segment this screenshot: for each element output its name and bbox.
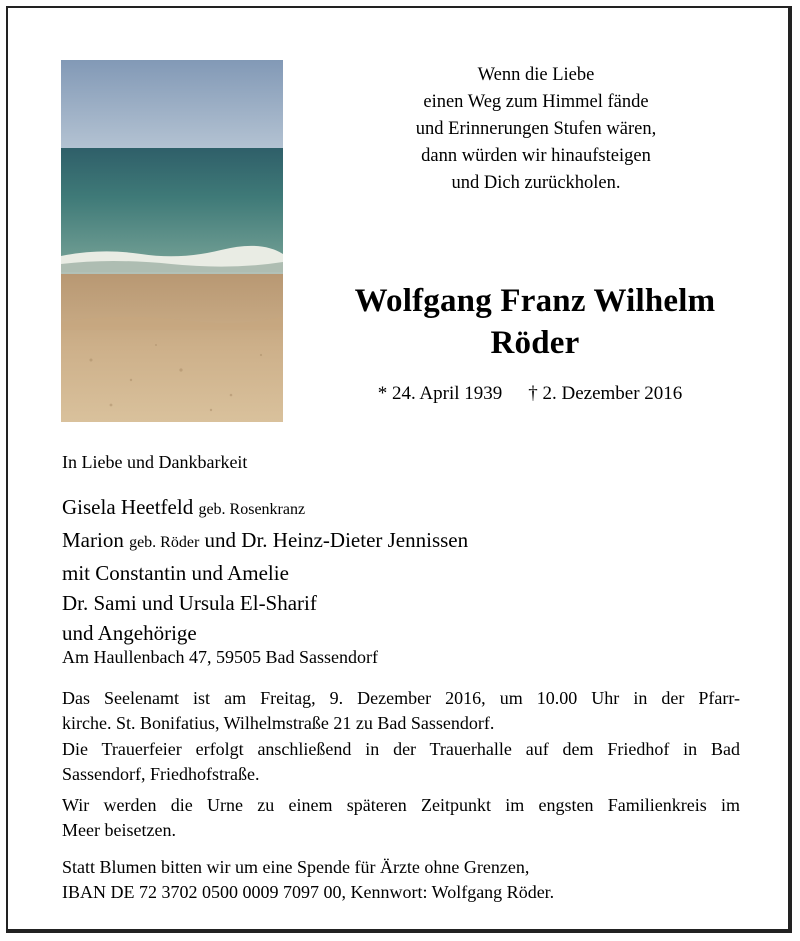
- deceased-name-line2: Röder: [490, 325, 580, 361]
- memorial-poem: [360, 62, 712, 197]
- paragraph-line: Meer beisetzen.: [62, 820, 176, 840]
- paragraph-line: Wir werden die Urne zu einem späteren Zeitpunkt im engsten Familienkreis im: [62, 795, 740, 815]
- poem-line: und Dich zurückholen.: [451, 173, 621, 193]
- family-member-name: Marion: [62, 528, 124, 552]
- death-date: † 2. Dezember 2016: [528, 383, 683, 404]
- maiden-name: geb. Röder: [129, 534, 200, 551]
- paragraph-urn: [62, 793, 740, 843]
- family-member-rest: und Dr. Heinz-Dieter Jennissen: [204, 528, 469, 552]
- paragraph-funeral: [62, 737, 740, 787]
- life-dates: [330, 383, 730, 405]
- beach-photo-image: [61, 60, 283, 422]
- paragraph-line: IBAN DE 72 3702 0500 0009 7097 00, Kennwort: Wolfgang Röder.: [62, 882, 555, 902]
- maiden-name: geb. Rosenkranz: [198, 501, 306, 518]
- family-line: [62, 525, 468, 558]
- paragraph-line: Das Seelenamt ist am Freitag, 9. Dezember 2016, um 10.00 Uhr in der Pfarr-: [62, 688, 740, 708]
- deceased-name: [300, 280, 770, 364]
- family-list: [62, 492, 468, 648]
- family-line: mit Constantin und Amelie: [62, 561, 289, 585]
- family-member-name: Gisela Heetfeld: [62, 495, 194, 519]
- poem-line: und Erinnerungen Stufen wären,: [415, 119, 657, 139]
- paragraph-requiem: [62, 686, 740, 736]
- family-line: Dr. Sami und Ursula El-Sharif: [62, 591, 317, 615]
- paragraph-line: Sassendorf, Friedhofstraße.: [62, 764, 260, 784]
- birth-date: * 24. April 1939: [377, 383, 503, 404]
- paragraph-donation: [62, 855, 740, 905]
- family-address: Am Haullenbach 47, 59505 Bad Sassendorf: [62, 647, 378, 667]
- thanks-line: In Liebe und Dankbarkeit: [62, 452, 248, 472]
- poem-line: einen Weg zum Himmel fände: [423, 92, 649, 112]
- paragraph-line: Statt Blumen bitten wir um eine Spende für Ärzte ohne Grenzen,: [62, 857, 530, 877]
- beach-photo: [61, 60, 283, 422]
- family-line: und Angehörige: [62, 621, 197, 645]
- paragraph-line: Die Trauerfeier erfolgt anschließend in der Trauerhalle auf dem Friedhof in Bad: [62, 739, 740, 759]
- paragraph-line: kirche. St. Bonifatius, Wilhelmstraße 21 zu Bad Sassendorf.: [62, 713, 495, 733]
- poem-line: Wenn die Liebe: [477, 65, 595, 85]
- deceased-name-line1: Wolfgang Franz Wilhelm: [354, 283, 716, 319]
- poem-line: dann würden wir hinaufsteigen: [421, 146, 651, 166]
- family-line: [62, 492, 468, 525]
